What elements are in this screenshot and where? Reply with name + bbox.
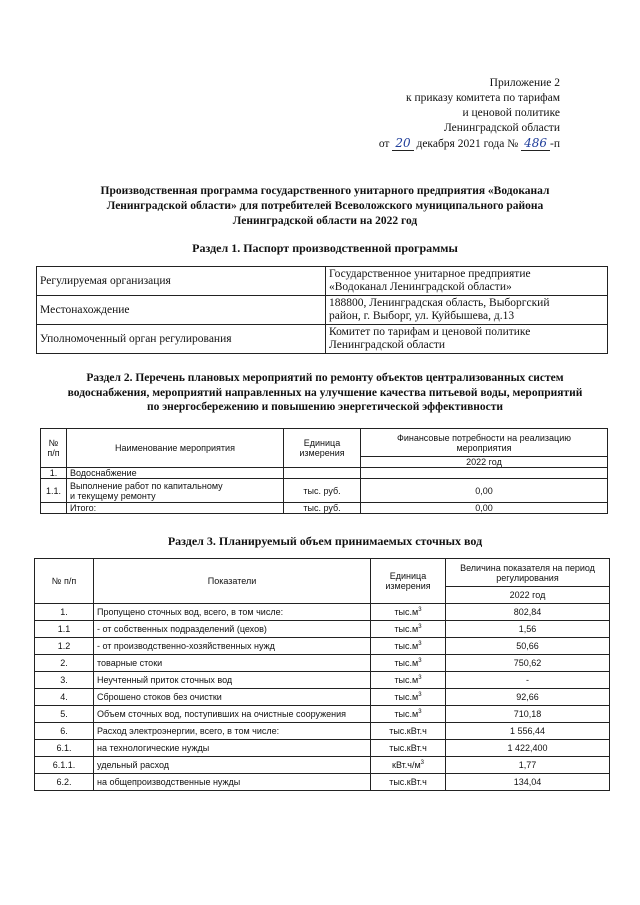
row-unit: тыс. руб. [284,479,361,503]
wastewater-rows [35,604,610,791]
table-row [35,604,610,621]
row-num [41,503,67,514]
row-name: удельный расход [94,757,371,774]
row-name: Неучтенный приток сточных вод [94,672,371,689]
col-year-header: 2022 год [446,587,610,604]
row-name: на технологические нужды [94,740,371,757]
row-name: Водоснабжение [67,468,284,479]
row-value: 92,66 [446,689,610,706]
row-num: 6. [35,723,94,740]
row-unit: тыс.кВт.ч [371,723,446,740]
wastewater-header-row [35,559,610,587]
row-name: Расход электроэнергии, всего, в том числе: [94,723,371,740]
table-row [35,672,610,689]
row-unit: $тыс.м^3$ [371,655,446,672]
row-name: Выполнение работ по капитальному и текущему ремонту [67,479,284,503]
row-num: 1.1 [35,621,94,638]
row-value: 50,66 [446,638,610,655]
row-value: 1,77 [446,757,610,774]
passport-table [36,266,608,354]
row-name: - от производственно-хозяйственных нужд [94,638,371,655]
table-row [35,689,610,706]
row-value: - [446,672,610,689]
order-reference-line: к приказу комитета по тарифам [406,92,560,104]
col-value-header: Величина показателя на период регулирования [446,559,610,587]
col-name-header: Наименование мероприятия [67,429,284,468]
table-row [35,723,610,740]
row-name: на общепроизводственные нужды [94,774,371,791]
table-row [35,638,610,655]
table-row [35,706,610,723]
section3-heading: Раздел 3. Планируемый объем принимаемых сточных вод [167,534,483,548]
title-line-3: Ленинградской области на 2022 год [232,215,418,227]
col-finance-header: Финансовые потребности на реализацию мероприятия [361,429,608,457]
section2-heading: Раздел 2. Перечень плановых мероприятий по ремонту объектов централизованных систем водоснабжения, мероприятий направленных на улучшение качества питьевой воды, мероприятий по энергосбережению и повышению энергетической эффективности [67,372,583,413]
table-row [35,655,610,672]
row-unit: тыс.кВт.ч [371,740,446,757]
row-name: - от собственных подразделений (цехов) [94,621,371,638]
handwritten-order-number: 486 [521,136,550,151]
row-value: 710,18 [446,706,610,723]
date-prefix: от [378,138,390,150]
row-num: 1.2 [35,638,94,655]
order-number-suffix: -п [550,138,560,150]
appendix-label: Приложение 2 [489,77,560,89]
col-unit-header: Единица измерения [371,559,446,604]
region-line: Ленинградской области [443,122,560,134]
section1-heading: Раздел 1. Паспорт производственной программы [192,241,458,255]
table-row [35,757,610,774]
table-row [35,774,610,791]
row-unit: $тыс.м^3$ [371,706,446,723]
title-line-1: Производственная программа государственного унитарного предприятия «Водоканал [100,185,550,197]
order-date-line [379,136,560,152]
row-num: 1.1. [41,479,67,503]
row-num: 2. [35,655,94,672]
passport-row [37,267,608,296]
col-num-header: № п/п [35,559,94,604]
row-unit: $кВт.ч/м^3$ [371,757,446,774]
col-year-header: 2022 год [361,457,608,468]
passport-value: 188800, Ленинградская область, Выборгский район, г. Выборг, ул. Куйбышева, д.13 [326,296,608,325]
row-num: 1. [35,604,94,621]
table-row [35,621,610,638]
passport-label: Местонахождение [37,296,326,325]
table-row [41,503,608,514]
measures-table [40,428,608,514]
row-value: 1 556,44 [446,723,610,740]
row-name: Сброшено стоков без очистки [94,689,371,706]
row-unit: $тыс.м^3$ [371,621,446,638]
measures-header-row [41,429,608,457]
passport-label: Уполномоченный орган регулирования [37,325,326,354]
col-name-header: Показатели [94,559,371,604]
committee-line: и ценовой политике [462,107,560,119]
row-unit: $тыс.м^3$ [371,689,446,706]
row-num: 6.1.1. [35,757,94,774]
table-row [41,468,608,479]
title-line-2: Ленинградской области» для потребителей Всеволожского муниципального района [106,200,544,212]
date-middle: декабря 2021 года № [416,138,519,150]
row-name: Объем сточных вод, поступивших на очистные сооружения [94,706,371,723]
row-value: 750,62 [446,655,610,672]
passport-value: Государственное унитарное предприятие «Водоканал Ленинградской области» [326,267,608,296]
table-row [41,479,608,503]
row-name: Пропущено сточных вод, всего, в том числе: [94,604,371,621]
col-num-header: № п/п [41,429,67,468]
passport-value: Комитет по тарифам и ценовой политике Ленинградской области [326,325,608,354]
row-num: 1. [41,468,67,479]
row-value: 134,04 [446,774,610,791]
row-unit: $тыс.м^3$ [371,604,446,621]
row-unit: $тыс.м^3$ [371,638,446,655]
row-name: Итого: [67,503,284,514]
row-unit: тыс. руб. [284,503,361,514]
row-num: 6.2. [35,774,94,791]
row-value: 1 422,400 [446,740,610,757]
document-title [40,184,610,229]
passport-row [37,325,608,354]
row-unit: $тыс.м^3$ [371,672,446,689]
col-unit-header: Единица измерения [284,429,361,468]
passport-row [37,296,608,325]
row-value: 1,56 [446,621,610,638]
row-value [361,468,608,479]
row-value: 0,00 [361,503,608,514]
row-name: товарные стоки [94,655,371,672]
table-row [35,740,610,757]
row-num: 5. [35,706,94,723]
passport-label: Регулируемая организация [37,267,326,296]
row-value: 0,00 [361,479,608,503]
row-unit: тыс.кВт.ч [371,774,446,791]
row-num: 6.1. [35,740,94,757]
row-value: 802,84 [446,604,610,621]
row-num: 4. [35,689,94,706]
wastewater-table [34,558,610,791]
handwritten-day: 20 [392,136,413,151]
row-num: 3. [35,672,94,689]
row-unit [284,468,361,479]
